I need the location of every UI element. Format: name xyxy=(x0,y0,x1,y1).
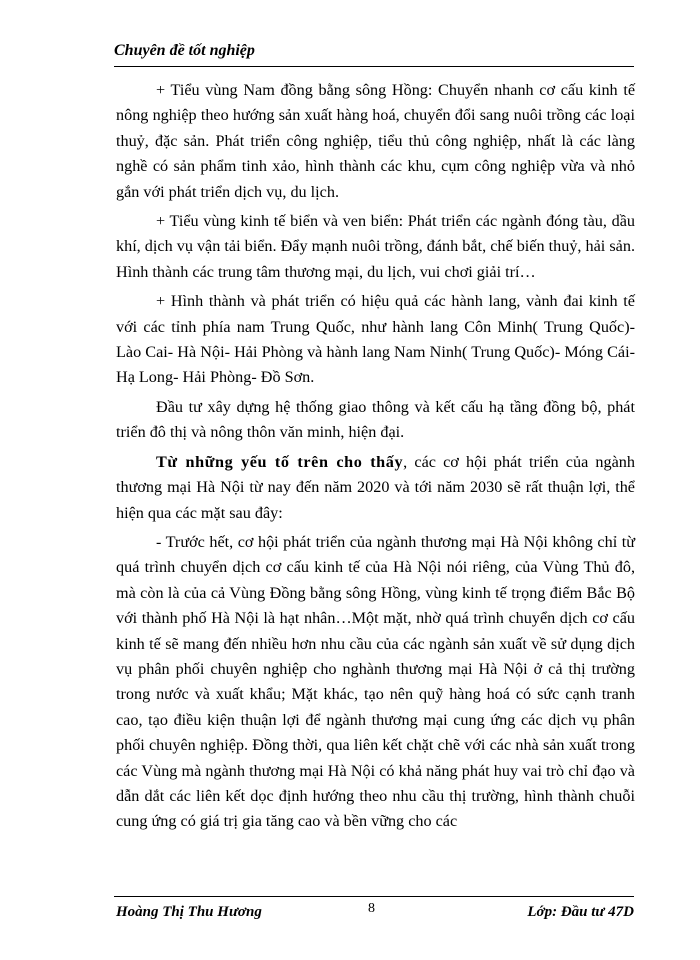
paragraph-first-opportunity: - Trước hết, cơ hội phát triển của ngành thương mại Hà Nội không chỉ từ quá trình chuyển dịch cơ cấu kinh tế của Hà Nội nói riêng, của Vùng Thủ đô, mà còn là của cả Vùng Đồng bằng sông Hồng, vùng kinh tế trọng điểm Bắc Bộ với thành phố Hà Nội là hạt nhân…Một mặt, nhờ quá trình chuyển dịch cơ cấu kinh tế sẽ mang đến nhiều hơn nhu cầu của các ngành sản xuất về sử dụng dịch vụ phân phối chuyên nghiệp cho nghành thương mại Hà Nội ở cả thị trường trong nước và xuất khẩu; Mặt khác, tạo nên quỹ hàng hoá có sức cạnh tranh cao, tạo điều kiện thuận lợi để ngành thương mại cung ứng các dịch vụ phân phối chuyên nghiệp. Đồng thời, qua liên kết chặt chẽ với các nhà sản xuất trong các Vùng mà ngành thương mại Hà Nội có khả năng phát huy vai trò chỉ đạo và dẫn dắt các liên kết dọc định hướng theo nhu cầu thị trường, hình thành chuỗi cung ứng có giá trị gia tăng cao và bền vững cho các xyxy=(116,532,635,831)
paragraph-opportunities xyxy=(116,450,635,526)
page-header xyxy=(114,38,634,67)
document-body xyxy=(116,78,635,839)
page-number: 8 xyxy=(368,901,375,916)
document-title: Chuyên đề tốt nghiệp xyxy=(114,42,255,59)
footer-author: Hoàng Thị Thu Hương xyxy=(116,904,262,920)
paragraph-lead-bold: Từ những yếu tố trên cho thấy xyxy=(156,452,404,471)
paragraph-economic-corridors: + Hình thành và phát triển có hiệu quả các hành lang, vành đai kinh tế với các tỉnh phía nam Trung Quốc, như hành lang Côn Minh( Trung Quốc)- Lào Cai- Hà Nội- Hải Phòng và hành lang Nam Ninh( Trung Quốc)- Móng Cái- Hạ Long- Hải Phòng- Đồ Sơn. xyxy=(116,292,635,387)
paragraph-lead-rest: , các cơ hội phát triển của ngành thương mại Hà Nội từ nay đến năm 2020 và tới năm 2030 sẽ rất thuận lợi, thể hiện qua các mặt sau đây: xyxy=(116,452,635,522)
paragraph-infrastructure: Đầu tư xây dựng hệ thống giao thông và kết cấu hạ tầng đồng bộ, phát triển đô thị và nông thôn văn minh, hiện đại. xyxy=(116,397,635,442)
paragraph-south-delta: + Tiểu vùng Nam đồng bằng sông Hồng: Chuyển nhanh cơ cấu kinh tế nông nghiệp theo hướng sản xuất hàng hoá, chuyển đổi sang nuôi trồng các loại thuỷ, đặc sản. Phát triển công nghiệp, tiểu thủ công nghiệp, nhất là các làng nghề có sản phẩm tinh xảo, hình thành các khu, cụm công nghiệp vừa và nhỏ gắn với phát triển dịch vụ, du lịch. xyxy=(116,81,635,201)
footer-class-label: Lớp: Đầu tư 47D xyxy=(527,904,634,920)
paragraph-coastal-zone: + Tiểu vùng kinh tế biển và ven biển: Phát triển các ngành đóng tàu, dầu khí, dịch vụ vận tải biển. Đẩy mạnh nuôi trồng, đánh bắt, chế biến thuỷ, hải sản. Hình thành các trung tâm thương mại, du lịch, vui chơi giải trí… xyxy=(116,212,635,281)
page-footer xyxy=(114,896,634,925)
